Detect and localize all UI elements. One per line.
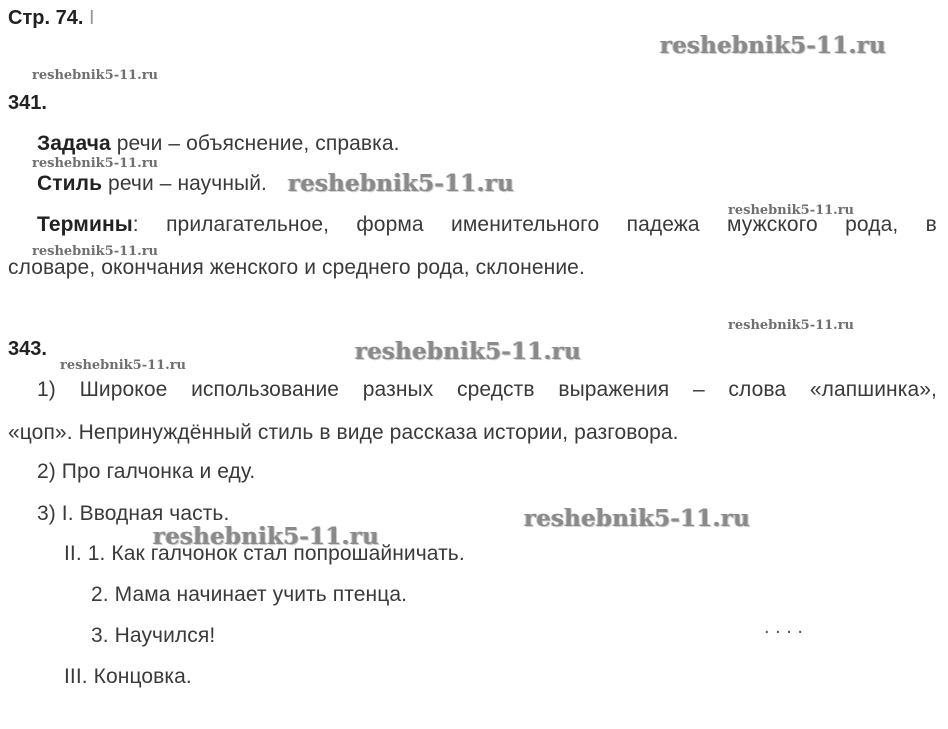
task-341-line-1 bbox=[37, 132, 400, 156]
p1-word: разных bbox=[362, 378, 434, 401]
watermark: reshebnik5-11.ru bbox=[728, 203, 855, 218]
p1-word: средств bbox=[457, 378, 535, 401]
watermark: reshebnik5-11.ru bbox=[32, 244, 159, 259]
watermark: reshebnik5-11.ru bbox=[32, 156, 159, 171]
task-343-p4: II. 1. Как галчонок стал попрошайничать. bbox=[64, 542, 465, 565]
task-341-line-2-text: речи – научный. bbox=[102, 172, 267, 195]
term-word: в bbox=[925, 213, 937, 236]
task-341-line-2 bbox=[37, 172, 267, 196]
watermark: reshebnik5-11.ru bbox=[32, 68, 159, 83]
p1-word: «лапшинка», bbox=[809, 378, 937, 401]
page-header bbox=[8, 7, 95, 30]
watermark: reshebnik5-11.ru bbox=[288, 170, 515, 197]
term-word: именительного bbox=[451, 213, 600, 236]
page-header-text: Стр. 74. bbox=[8, 7, 84, 29]
task-343-number: 343. bbox=[8, 338, 47, 360]
p1-word: 1) bbox=[37, 378, 56, 401]
hidden-fragment: . . . . bbox=[764, 616, 803, 638]
task-343-p5: 2. Мама начинает учить птенца. bbox=[91, 583, 408, 606]
task-343-p7: III. Концовка. bbox=[64, 665, 192, 688]
task-label-stil: Стиль bbox=[37, 172, 103, 195]
task-343-p3: 3) I. Вводная часть. bbox=[37, 502, 230, 525]
p1-word: использование bbox=[191, 378, 340, 401]
p1-word: выражения bbox=[558, 378, 670, 401]
p1-word: слова bbox=[728, 378, 787, 401]
p1-word: Широкое bbox=[79, 378, 168, 401]
task-341-number: 341. bbox=[8, 92, 47, 114]
task-343-p1 bbox=[37, 378, 937, 402]
term-word: мужского bbox=[727, 213, 818, 236]
term-word: : bbox=[132, 213, 139, 236]
term-word: форма bbox=[356, 213, 424, 236]
task-343-p6: 3. Научился! bbox=[91, 624, 216, 647]
watermark: reshebnik5-11.ru bbox=[660, 32, 887, 59]
task-341-line-4: словаре, окончания женского и среднего рода, склонение. bbox=[8, 256, 585, 279]
term-word: прилагательное, bbox=[166, 213, 330, 236]
task-343-p1-cont: «цоп». Непринуждённый стиль в виде рассказа истории, разговора. bbox=[8, 421, 679, 444]
term-word: падежа bbox=[626, 213, 700, 236]
watermark: reshebnik5-11.ru bbox=[728, 318, 855, 333]
task-343-p2: 2) Про галчонка и еду. bbox=[37, 460, 256, 483]
watermark: reshebnik5-11.ru bbox=[355, 338, 582, 365]
task-label-terminy: Термины bbox=[37, 213, 133, 236]
watermark: reshebnik5-11.ru bbox=[60, 358, 187, 373]
task-341-line-1-text: речи – объяснение, справка. bbox=[110, 132, 400, 155]
task-label-zadacha: Задача bbox=[37, 132, 111, 155]
watermark: reshebnik5-11.ru bbox=[153, 523, 380, 550]
term-word: рода, bbox=[845, 213, 899, 236]
watermark: reshebnik5-11.ru bbox=[524, 505, 751, 532]
page-header-mark: I bbox=[88, 7, 95, 29]
p1-word: – bbox=[692, 378, 705, 401]
